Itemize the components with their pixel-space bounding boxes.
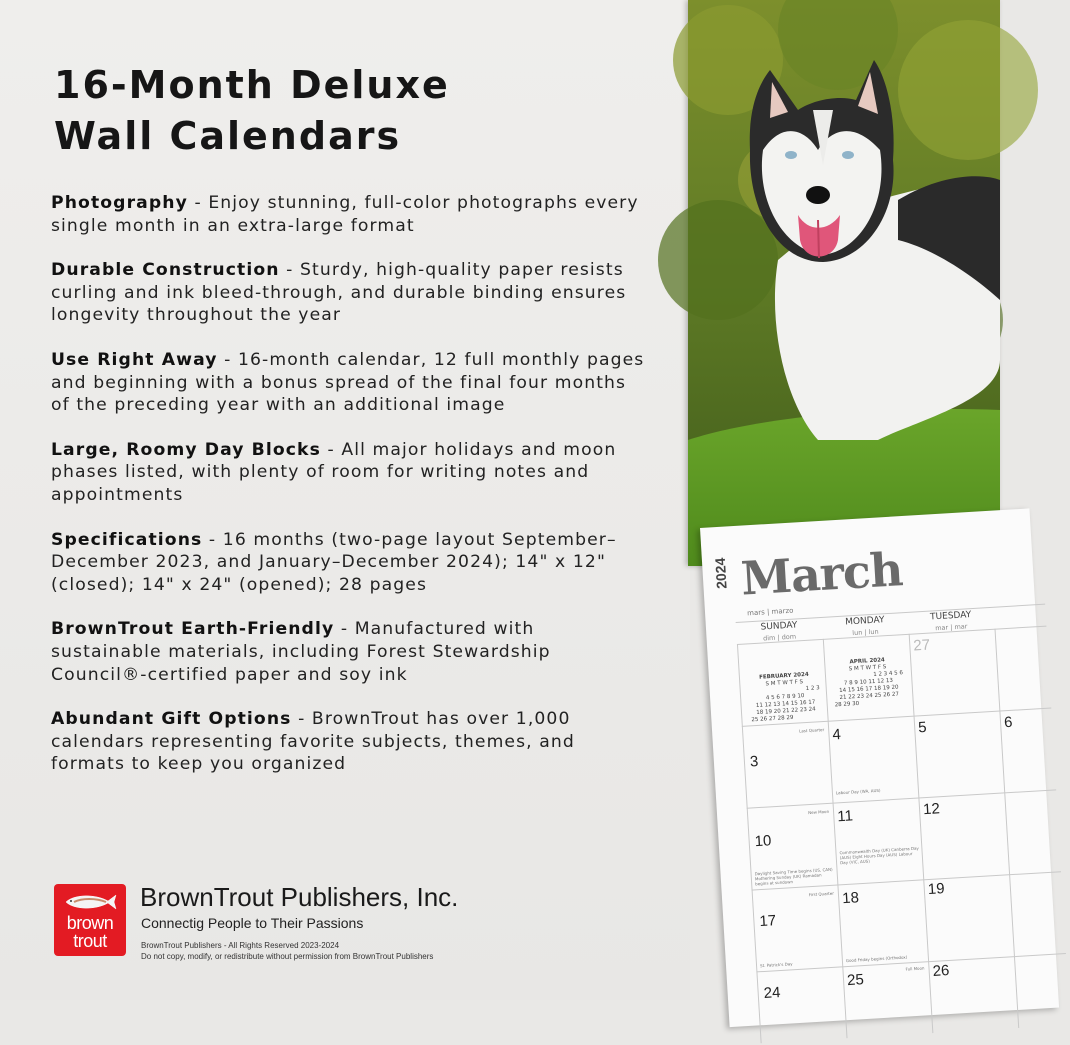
title-line-2: Wall Calendars — [54, 114, 402, 158]
grid-line — [994, 629, 1019, 1028]
day-4: 4 — [832, 726, 842, 744]
mini-calendar-april — [832, 656, 905, 709]
mini-title: FEBRUARY 2024 — [758, 671, 809, 681]
day-10: 10 — [754, 832, 772, 851]
note-full-moon: Full Moon — [905, 965, 925, 972]
feature-text: - All major holidays and moon phases listed, with plenty of room for writing notes and appointments — [51, 439, 617, 505]
mini-row: 11 12 13 14 15 16 17 — [755, 699, 816, 709]
title-line-1: 16-Month Deluxe — [54, 63, 450, 107]
calendar-month-translations: mars | marzo — [746, 606, 794, 618]
publisher-block — [54, 884, 684, 974]
feature-text: - Enjoy stunning, full-color photographs every single month in an extra-large format — [51, 193, 639, 236]
day-11: 11 — [836, 807, 854, 826]
day-26: 26 — [932, 962, 950, 980]
calendar-month: March — [739, 542, 904, 606]
feature-list — [51, 192, 651, 798]
mini-row: 1 2 3 4 5 6 — [873, 670, 904, 678]
feature-heading: BrownTrout Earth-Friendly — [51, 619, 335, 640]
husky-photo — [688, 0, 1000, 566]
feature-heading: Durable Construction — [51, 260, 280, 281]
feature-text: - BrownTrout has over 1,000 calendars representing favorite subjects, themes, and formats to keep you organized — [51, 709, 575, 775]
dow-sunday-sub: dim | dom — [762, 632, 797, 643]
mini-row: 18 19 20 21 22 23 24 — [756, 706, 816, 716]
feature-heading: Specifications — [51, 529, 203, 550]
browntrout-logo — [54, 884, 126, 956]
calendar-year: 2024 — [711, 557, 730, 590]
note-st-patricks: St. Patrick's Day — [759, 961, 793, 969]
feature-text: - Sturdy, high-quality paper resists curling and ink bleed-through, and durable binding ensures longevity throughout the year — [51, 260, 627, 326]
mini-row: 21 22 23 24 25 26 27 — [839, 691, 900, 702]
feature-earth-friendly — [51, 618, 651, 686]
mini-header: S M T W T F S — [765, 679, 804, 688]
logo-line-1: brown — [66, 913, 114, 933]
mini-row: 1 2 3 — [805, 685, 820, 693]
dow-tuesday-sub: mar | mar — [934, 622, 968, 633]
feature-day-blocks — [51, 439, 651, 507]
grid-line — [909, 634, 934, 1033]
day-19: 19 — [927, 880, 946, 899]
note-commonwealth-day: Commonwealth Day (UK) Canberra Day (AUS) Eight Hours Day (AUS) Labour Day (VIC, AUS) — [839, 845, 919, 866]
dow-tuesday: TUESDAY — [929, 610, 972, 623]
day-12: 12 — [922, 800, 941, 819]
trout-icon — [62, 892, 118, 912]
mini-row: 4 5 6 7 8 9 10 — [765, 693, 805, 702]
calendar-page — [700, 508, 1059, 1027]
mini-row: 14 15 16 17 18 19 20 — [838, 684, 899, 695]
mini-row: 28 29 30 — [834, 700, 860, 709]
day-5: 5 — [917, 718, 928, 737]
feature-gift-options — [51, 708, 651, 776]
day-24: 24 — [763, 984, 781, 1003]
feature-text: - 16-month calendar, 12 full monthly pages and beginning with a bonus spread of the final four months of the preceding year with an additional image — [51, 349, 645, 416]
day-17: 17 — [758, 912, 777, 931]
feature-durable-construction — [51, 259, 651, 327]
day-25: 25 — [846, 971, 865, 990]
logo-wordmark — [54, 914, 126, 950]
day-6: 6 — [1003, 713, 1013, 732]
publisher-name: BrownTrout Publishers, Inc. — [140, 882, 459, 912]
page-title — [54, 60, 654, 162]
legal-line-1: BrownTrout Publishers - All Rights Reserved 2023-2024 — [141, 941, 340, 950]
feature-heading: Abundant Gift Options — [51, 709, 292, 730]
note-labour-day-wa: Labour Day (WA, AUS) — [835, 787, 881, 796]
publisher-tagline: Connectig People to Their Passions — [141, 915, 364, 931]
feature-text: - 16 months (two-page layout September–December 2023, and January–December 2024); 14" x 12" (closed); 14" x 24" (opened); 28 pages — [51, 529, 617, 595]
note-daylight-saving: Daylight Saving Time begins (US, CAN) Mothering Sunday (UK) Ramadan begins at sundown — [754, 866, 833, 887]
feature-heading: Use Right Away — [51, 349, 218, 370]
mini-row: 7 8 9 10 11 12 13 — [843, 677, 894, 687]
note-last-quarter: Last Quarter — [799, 726, 825, 734]
feature-specifications — [51, 529, 651, 597]
note-good-friday: Good Friday begins (Orthodox) — [845, 954, 908, 964]
note-new-moon: New Moon — [808, 808, 830, 816]
note-first-quarter: First Quarter — [808, 890, 835, 898]
grid-line — [747, 789, 1057, 808]
publisher-legal — [141, 940, 581, 962]
day-3: 3 — [749, 752, 759, 771]
feature-use-right-away — [51, 349, 651, 417]
feature-photography — [51, 192, 651, 237]
dow-sunday: SUNDAY — [760, 620, 798, 633]
feature-heading: Photography — [51, 193, 188, 213]
mini-calendar-february — [749, 671, 822, 724]
day-27: 27 — [912, 636, 931, 655]
husky-illustration — [688, 0, 1000, 566]
mini-row: 25 26 27 28 29 — [751, 714, 794, 724]
day-18: 18 — [841, 889, 860, 908]
feature-heading: Large, Roomy Day Blocks — [51, 439, 321, 460]
mini-title: APRIL 2024 — [849, 657, 885, 666]
dow-monday-sub: lun | lun — [852, 627, 879, 638]
dow-monday: MONDAY — [844, 615, 885, 628]
logo-line-2: trout — [73, 931, 107, 951]
feature-text: - Manufactured with sustainable materials, including Forest Stewardship Council®-certified paper and soy ink — [51, 619, 551, 685]
mini-header: S M T W T F S — [848, 664, 887, 673]
legal-line-2: Do not copy, modify, or redistribute without permission from BrownTrout Publishers — [141, 952, 434, 961]
